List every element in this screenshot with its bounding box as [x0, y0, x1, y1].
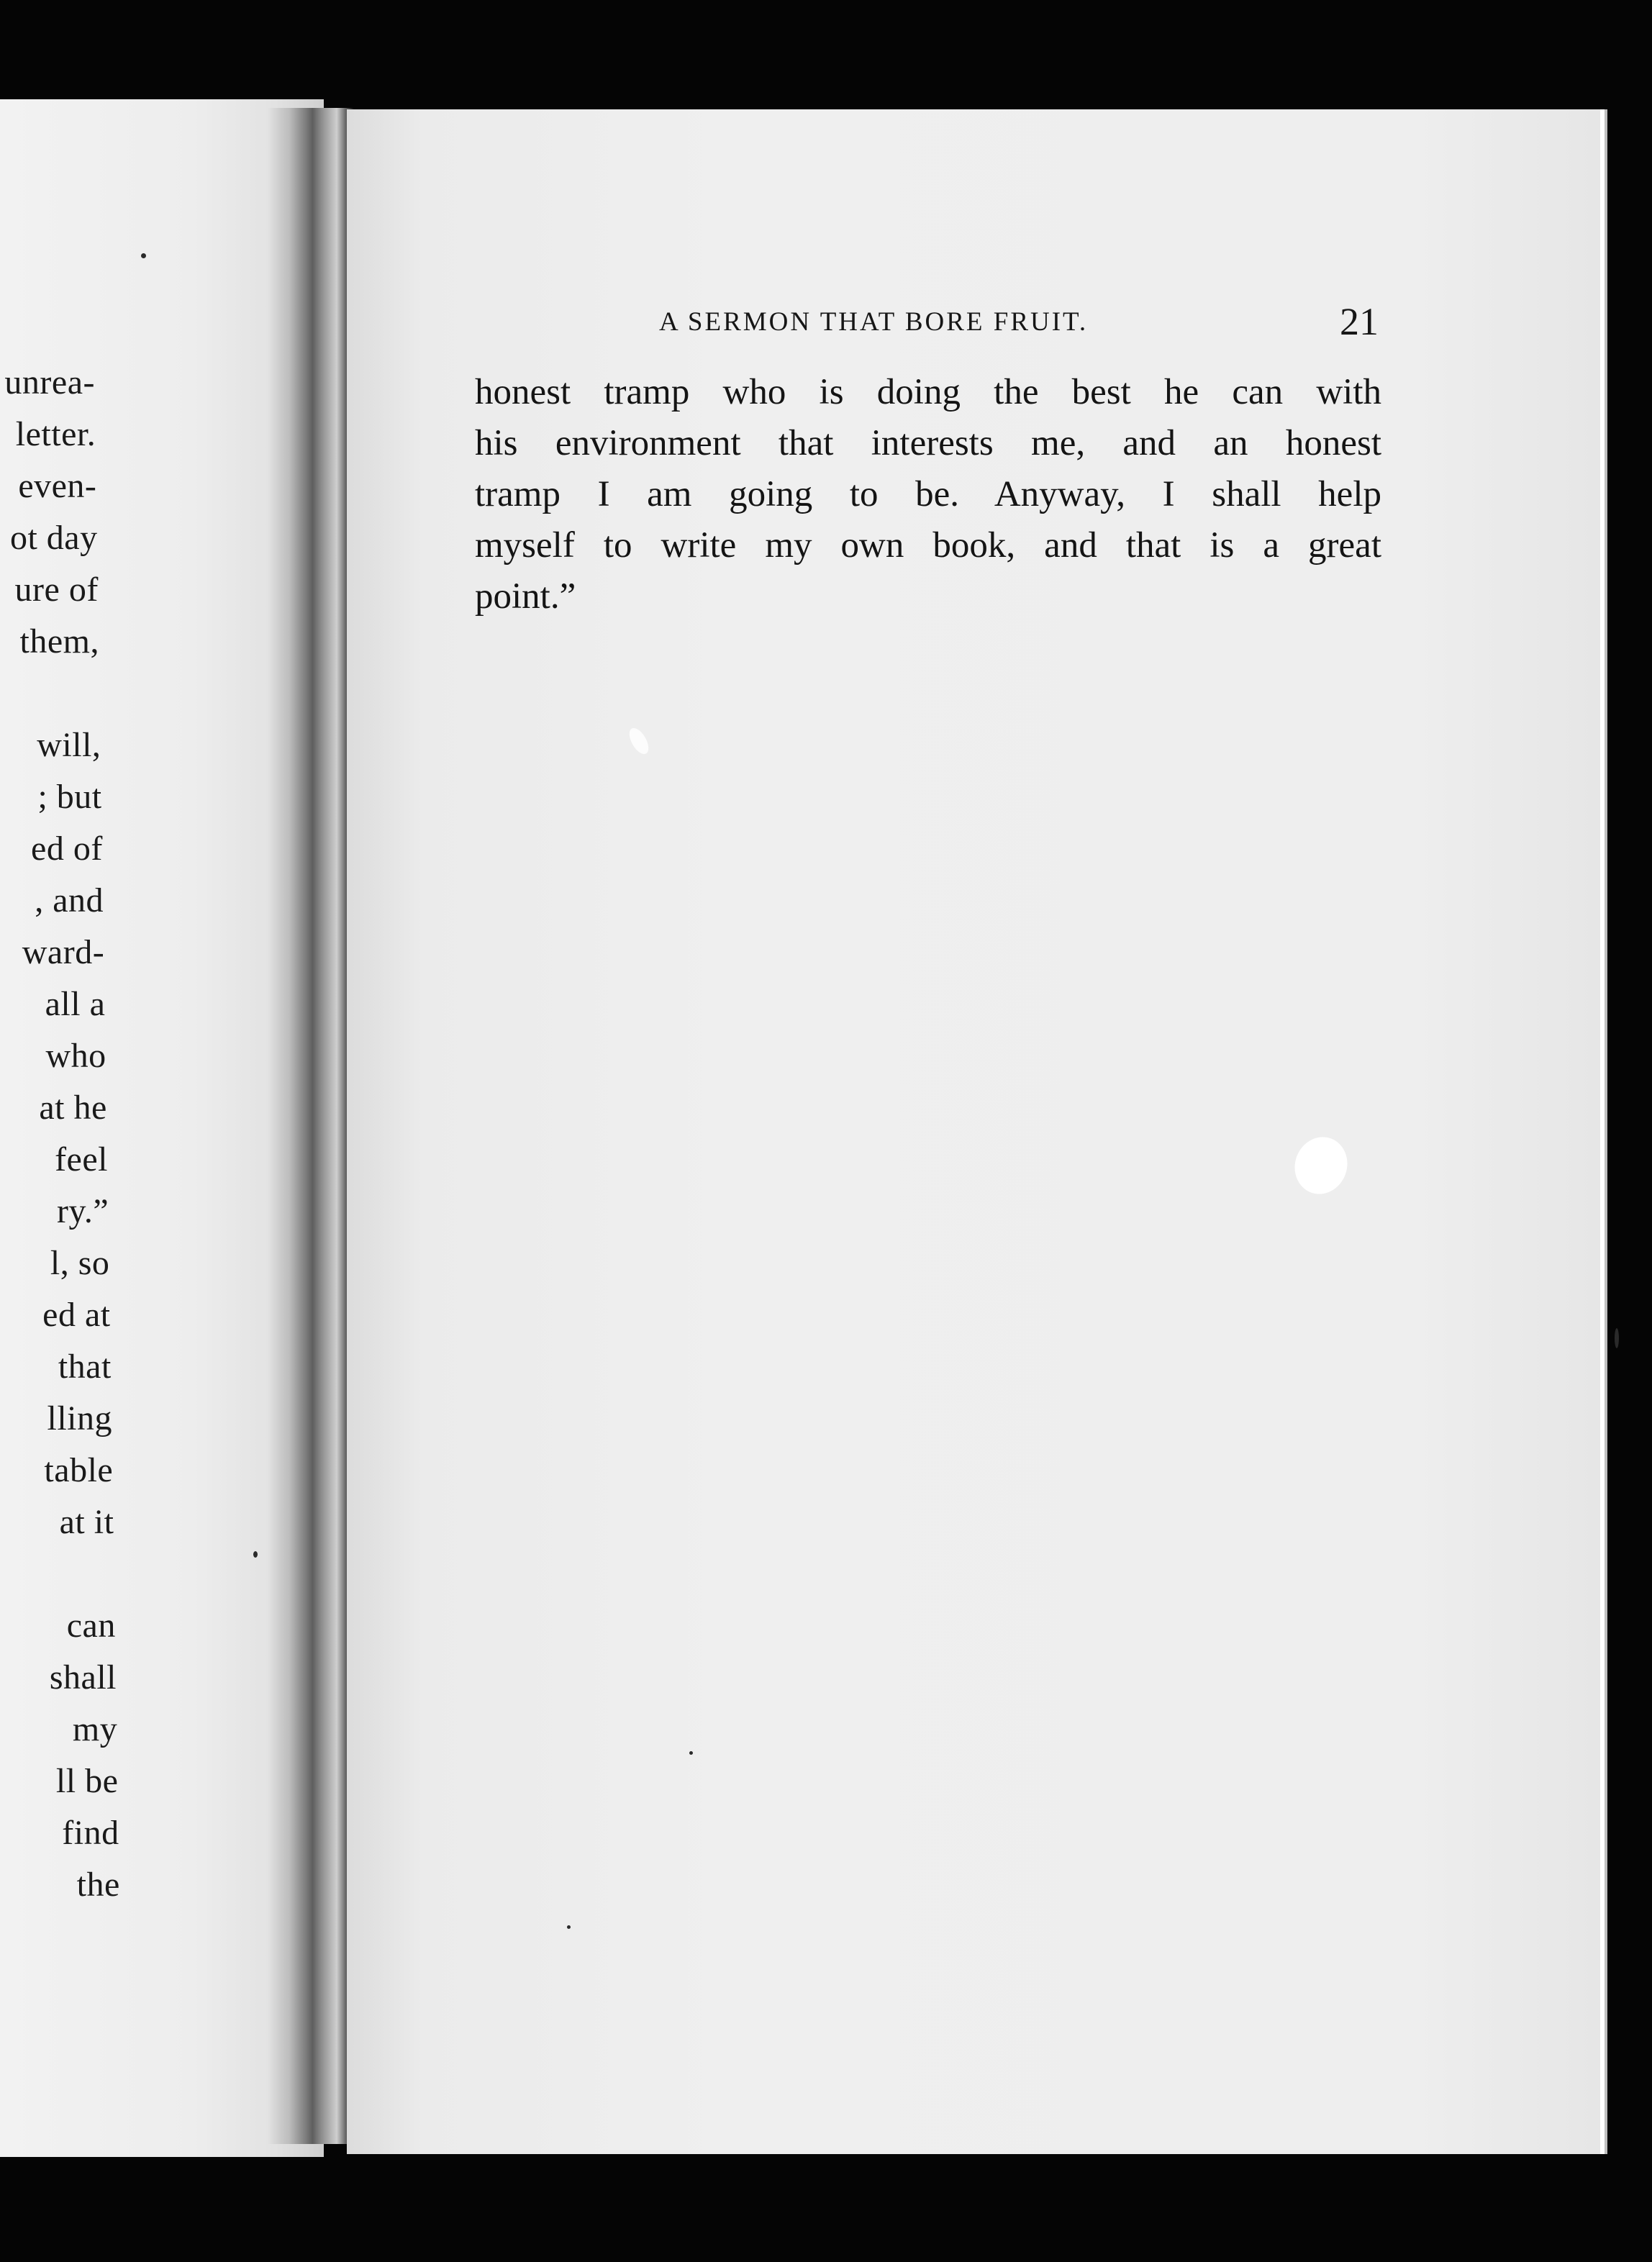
previous-page-text-fragment: shall: [49, 1658, 117, 1696]
book-gutter-shadow: [268, 108, 354, 2144]
previous-page-text-fragment: feel: [55, 1140, 108, 1178]
scan-artifact-dot: [567, 1925, 571, 1929]
previous-page-text-fragment: ure of: [14, 571, 99, 609]
scan-artifact-dot: [1615, 1328, 1619, 1348]
previous-page-text-fragment: at it: [59, 1503, 114, 1541]
previous-page-text-fragment: letter.: [15, 415, 96, 453]
previous-page-text-fragment: ry.”: [57, 1192, 109, 1230]
page-number: 21: [1340, 300, 1379, 343]
previous-page-text-fragment: at he: [39, 1089, 107, 1127]
previous-page-text-fragment: ot day: [9, 519, 98, 557]
running-head: A SERMON THAT BORE FRUIT.: [659, 307, 1089, 337]
previous-page-text-fragment: even-: [18, 467, 97, 505]
body-line: his environment that interests me, and an honest: [475, 423, 1381, 463]
previous-page-text-fragment: ed at: [42, 1296, 111, 1334]
previous-page-text-fragment: unrea-: [4, 363, 95, 401]
scan-artifact-dot: [141, 253, 146, 258]
previous-page-text-fragment: who: [45, 1037, 106, 1075]
scan-artifact-dot: [689, 1751, 693, 1755]
previous-page-text-fragment: will,: [37, 726, 101, 764]
previous-page-text-fragment: can: [66, 1607, 116, 1645]
previous-page-text-fragment: ed of: [31, 830, 103, 868]
previous-page-text-fragment: find: [62, 1814, 119, 1852]
body-line: point.”: [475, 576, 576, 617]
previous-page-text-fragment: ll be: [55, 1762, 119, 1800]
previous-page-text-fragment: them,: [19, 622, 99, 660]
previous-page-text-fragment: ward-: [22, 933, 105, 971]
scan-artifact-dot: [253, 1551, 258, 1558]
previous-page-text-fragment: l, so: [50, 1244, 110, 1282]
previous-page-text-fragment: lling: [47, 1399, 112, 1437]
previous-page-text-fragment: ; but: [37, 778, 102, 816]
page-body-text: [475, 367, 1381, 622]
previous-page-text-fragment: my: [72, 1710, 118, 1748]
previous-page-text-fragment: all a: [45, 985, 106, 1023]
previous-page-text-fragment: the: [76, 1866, 120, 1904]
previous-page-text-fragment: that: [58, 1348, 112, 1386]
body-line: tramp I am going to be. Anyway, I shall help: [475, 474, 1381, 514]
previous-page-text-fragment: , and: [35, 881, 104, 919]
previous-page-text-fragment: table: [44, 1451, 114, 1489]
body-line: honest tramp who is doing the best he can with: [475, 372, 1381, 412]
body-line: myself to write my own book, and that is a great: [475, 525, 1381, 566]
